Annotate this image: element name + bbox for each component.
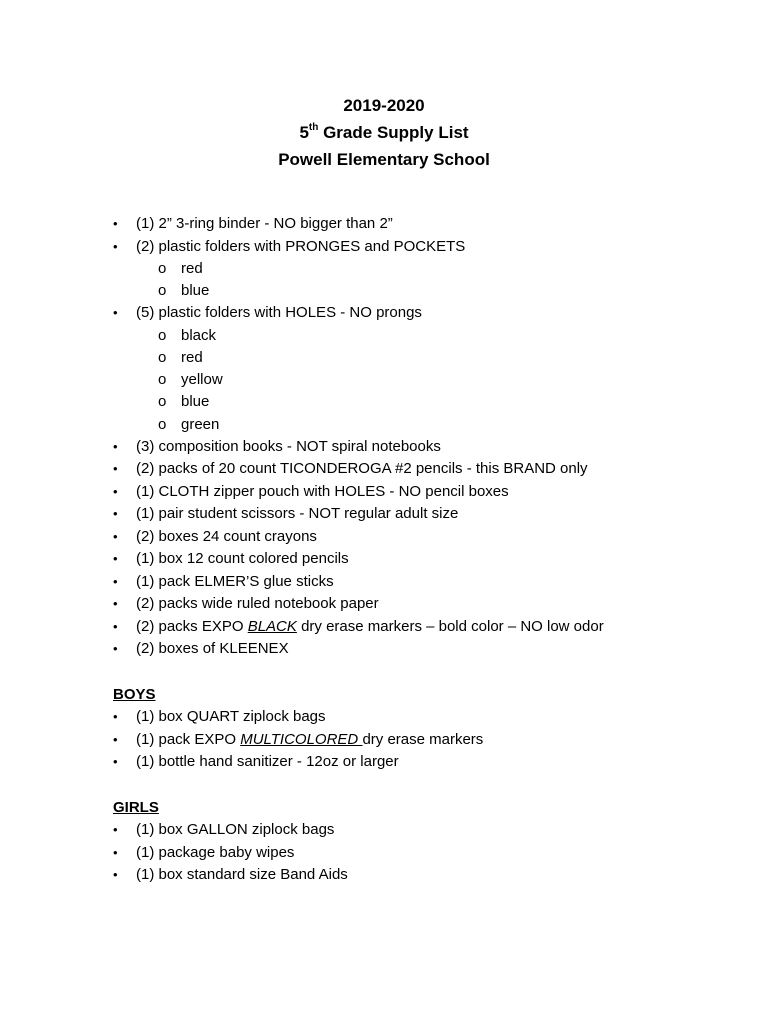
main-supply-list xyxy=(113,213,733,661)
list-item xyxy=(113,706,733,729)
list-item xyxy=(113,864,733,887)
bullet-icon: • xyxy=(113,305,118,321)
list-item xyxy=(113,842,733,865)
item-text: (2) packs wide ruled notebook paper xyxy=(136,595,379,613)
bullet-icon: • xyxy=(113,506,118,522)
bullet-icon: • xyxy=(113,709,118,725)
supply-list xyxy=(113,213,733,887)
sub-item-text: blue xyxy=(181,282,210,300)
bullet-icon: • xyxy=(113,754,118,770)
sub-list-item xyxy=(113,369,733,391)
list-item xyxy=(113,548,733,571)
bullet-icon: • xyxy=(113,731,118,747)
list-item xyxy=(113,751,733,774)
girls-supply-list xyxy=(113,819,733,887)
school-year: 2019-2020 xyxy=(343,96,425,115)
bullet-icon: • xyxy=(113,238,118,254)
list-item xyxy=(113,236,733,259)
list-item xyxy=(113,571,733,594)
item-text: (1) 2” 3-ring binder - NO bigger than 2” xyxy=(136,215,393,232)
item-emphasis: BLACK xyxy=(247,617,297,635)
bullet-icon: • xyxy=(113,461,118,477)
bullet-icon: • xyxy=(113,844,118,860)
school-name: Powell Elementary School xyxy=(278,150,490,169)
list-item xyxy=(113,616,733,639)
bullet-icon: • xyxy=(113,822,118,838)
boys-supply-list xyxy=(113,706,733,774)
boys-section-title: BOYS xyxy=(113,685,156,703)
list-item xyxy=(113,302,733,325)
list-item xyxy=(113,819,733,842)
item-text: (2) packs EXPO xyxy=(136,617,248,635)
item-text: (2) plastic folders with PRONGES and POCKETS xyxy=(136,237,466,255)
list-item xyxy=(113,458,733,481)
item-text: (1) box GALLON ziplock bags xyxy=(136,821,335,839)
bullet-icon: • xyxy=(113,216,118,231)
grade-suffix: th xyxy=(308,122,319,134)
sub-item-text: yellow xyxy=(181,371,223,389)
item-text: (2) packs of 20 count TICONDEROGA #2 pencils - this BRAND only xyxy=(136,460,588,478)
sub-item-text: red xyxy=(181,349,203,367)
item-text: (1) package baby wipes xyxy=(136,843,295,861)
sub-list-item xyxy=(113,258,733,280)
item-text: (1) pair student scissors - NOT regular adult size xyxy=(136,505,459,523)
item-text: (5) plastic folders with HOLES - NO prongs xyxy=(136,304,422,322)
item-text-end: dry erase markers xyxy=(362,730,484,748)
sub-list-item xyxy=(113,280,733,302)
sub-item-text: red xyxy=(181,260,203,277)
item-text: (1) pack EXPO xyxy=(136,730,241,748)
item-text: (3) composition books - NOT spiral notebooks xyxy=(136,437,441,455)
bullet-icon: • xyxy=(113,483,118,499)
document-header xyxy=(0,92,768,173)
bullet-icon: • xyxy=(113,551,118,567)
bullet-icon: • xyxy=(113,438,118,454)
sub-list-item xyxy=(113,391,733,413)
item-text: (2) boxes of KLEENEX xyxy=(136,640,289,658)
sub-bullet-icon: o xyxy=(158,415,167,433)
sub-bullet-icon: o xyxy=(158,282,167,300)
sub-item-text: black xyxy=(181,326,217,344)
list-item xyxy=(113,213,733,236)
list-item xyxy=(113,729,733,752)
sub-bullet-icon: o xyxy=(158,349,167,367)
sub-bullet-icon: o xyxy=(158,326,167,344)
list-item xyxy=(113,638,733,661)
bullet-icon: • xyxy=(113,618,118,634)
title-text: Grade Supply List xyxy=(318,123,469,142)
grade-number: 5 xyxy=(299,123,309,142)
item-text: (1) pack ELMER’S glue sticks xyxy=(136,572,334,590)
item-text: (1) box 12 count colored pencils xyxy=(136,550,349,568)
girls-section-title: GIRLS xyxy=(113,798,159,816)
item-emphasis: MULTICOLORED xyxy=(240,730,363,748)
bullet-icon: • xyxy=(113,573,118,589)
sub-bullet-icon: o xyxy=(158,371,167,389)
item-text-end: dry erase markers – bold color – NO low odor xyxy=(296,617,604,635)
sub-list-item xyxy=(113,325,733,347)
sub-list-item xyxy=(113,347,733,369)
bullet-icon: • xyxy=(113,867,118,883)
item-text: (1) bottle hand sanitizer - 12oz or larger xyxy=(136,753,399,771)
item-text: (1) CLOTH zipper pouch with HOLES - NO pencil boxes xyxy=(136,482,509,500)
bullet-icon: • xyxy=(113,596,118,612)
document-title xyxy=(0,119,768,146)
sub-item-text: blue xyxy=(181,393,210,411)
item-text: (1) box standard size Band Aids xyxy=(136,866,348,884)
bullet-icon: • xyxy=(113,641,118,657)
item-text: (2) boxes 24 count crayons xyxy=(136,527,317,545)
list-item xyxy=(113,593,733,616)
list-item xyxy=(113,526,733,549)
sub-bullet-icon: o xyxy=(158,260,167,277)
list-item xyxy=(113,436,733,459)
list-item xyxy=(113,503,733,526)
bullet-icon: • xyxy=(113,528,118,544)
sub-bullet-icon: o xyxy=(158,393,167,411)
sub-item-text: green xyxy=(181,415,220,433)
sub-list-item xyxy=(113,414,733,436)
list-item xyxy=(113,481,733,504)
item-text: (1) box QUART ziplock bags xyxy=(136,708,326,726)
